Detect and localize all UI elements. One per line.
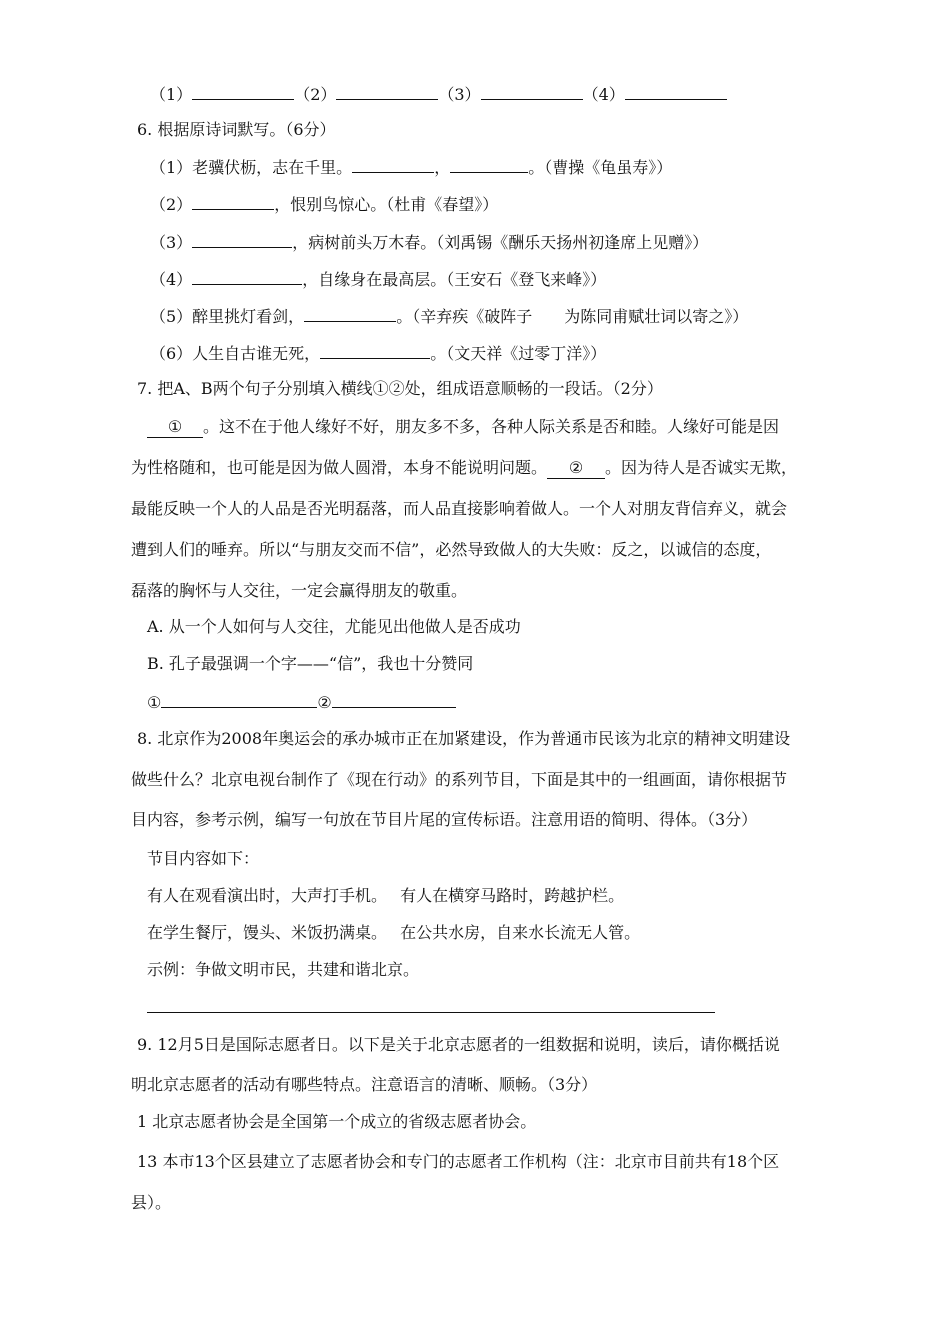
q7-option-b: B. 孔子最强调一个字——“信”，我也十分赞同 [147,654,474,673]
q8-example: 示例：争做文明市民，共建和谐北京。 [147,960,420,979]
q9-data-2: 13 本市13个区县建立了志愿者协会和专门的志愿者工作机构（注：北京市目前共有18个区 [137,1152,780,1171]
q6-line-4: （4） ，自缘身在最高层。（王安石《登飞来峰》） [150,270,607,289]
q7-paragraph-line-3: 最能反映一个人的人品是否光明磊落，而人品直接影响着做人。一个人对朋友背信弃义，就会 [131,499,788,518]
q9-line-1: 9. 12月5日是国际志愿者日。以下是关于北京志愿者的一组数据和说明，读后，请你概括说 [137,1035,780,1054]
q7-title: 7. 把A、B两个句子分别填入横线①②处，组成语意顺畅的一段话。（2分） [137,379,663,398]
q8-answer-rule[interactable] [147,1012,715,1013]
q8-line-3: 目内容，参考示例，编写一句放在节目片尾的宣传标语。注意用语的简明、得体。（3分） [131,810,758,829]
q7-marker-2[interactable]: ② [547,458,605,479]
q5-blank-1[interactable] [192,83,294,100]
q7-paragraph-line-5: 磊落的胸怀与人交往，一定会赢得朋友的敬重。 [131,581,468,600]
q6-blank-6[interactable] [320,342,430,359]
q9-data-1: 1 北京志愿者协会是全国第一个成立的省级志愿者协会。 [137,1112,537,1131]
q6-line-1: （1）老骥伏枥，志在千里。 ， 。（曹操《龟虽寿》） [150,158,673,177]
q6-blank-2[interactable] [192,193,274,210]
q6-line-3: （3） ，病树前头万木春。（刘禹锡《酬乐天扬州初逢席上见赠》） [150,233,709,252]
q5-label-1: （1） [150,85,193,104]
q5-blank-2[interactable] [336,83,438,100]
q7-answer-blank-2[interactable] [332,691,456,708]
q6-title: 6. 根据原诗词默写。（6分） [137,120,336,139]
q7-paragraph-line-4: 遭到人们的唾弃。所以“与朋友交而不信”，必然导致做人的大失败：反之，以诚信的态度， [131,540,772,559]
q7-answer-line: ① ② [147,691,456,713]
q5-blank-3[interactable] [481,83,583,100]
q8-content-1: 有人在观看演出时，大声打手机。 有人在横穿马路时，跨越护栏。 [147,886,625,905]
q6-line-2: （2） ，恨别鸟惊心。（杜甫《春望》） [150,195,499,214]
q9-data-3: 县）。 [131,1193,172,1212]
q5-label-2: （2） [294,85,337,104]
q9-line-2: 明北京志愿者的活动有哪些特点。注意语言的清晰、顺畅。（3分） [131,1075,598,1094]
q6-line-6: （6）人生自古谁无死， 。（文天祥《过零丁洋》） [150,344,607,363]
q6-blank-4[interactable] [192,268,302,285]
q7-answer-blank-1[interactable] [161,691,317,708]
q7-paragraph-line-1: ① 。这不在于他人缘好不好，朋友多不多，各种人际关系是否和睦。人缘好可能是因 [147,417,779,438]
q5-label-4: （4） [582,85,625,104]
q5-blank-4[interactable] [625,83,727,100]
q6-blank-1a[interactable] [352,156,434,173]
q7-marker-1[interactable]: ① [147,417,203,438]
q6-line-5: （5）醉里挑灯看剑， 。（辛弃疾《破阵子 为陈同甫赋壮词以寄之》） [150,307,749,326]
q5-answer-line [150,83,727,105]
q5-label-3: （3） [438,85,481,104]
q8-line-1: 8. 北京作为2008年奥运会的承办城市正在加紧建设，作为普通市民该为北京的精神文明建设 [137,729,791,748]
q7-option-a: A. 从一个人如何与人交往，尤能见出他做人是否成功 [147,617,521,636]
q8-content-2: 在学生餐厅，馒头、米饭扔满桌。 在公共水房，自来水长流无人管。 [147,923,641,942]
q8-line-2: 做些什么？北京电视台制作了《现在行动》的系列节目，下面是其中的一组画面，请你根据节 [131,770,788,789]
q6-blank-1b[interactable] [450,156,528,173]
q6-blank-3[interactable] [192,231,292,248]
q8-intro: 节目内容如下： [147,849,260,868]
q6-blank-5[interactable] [304,305,396,322]
q7-paragraph-line-2: 为性格随和，也可能是因为做人圆滑，本身不能说明问题。 ② 。因为待人是否诚实无欺， [131,458,798,477]
